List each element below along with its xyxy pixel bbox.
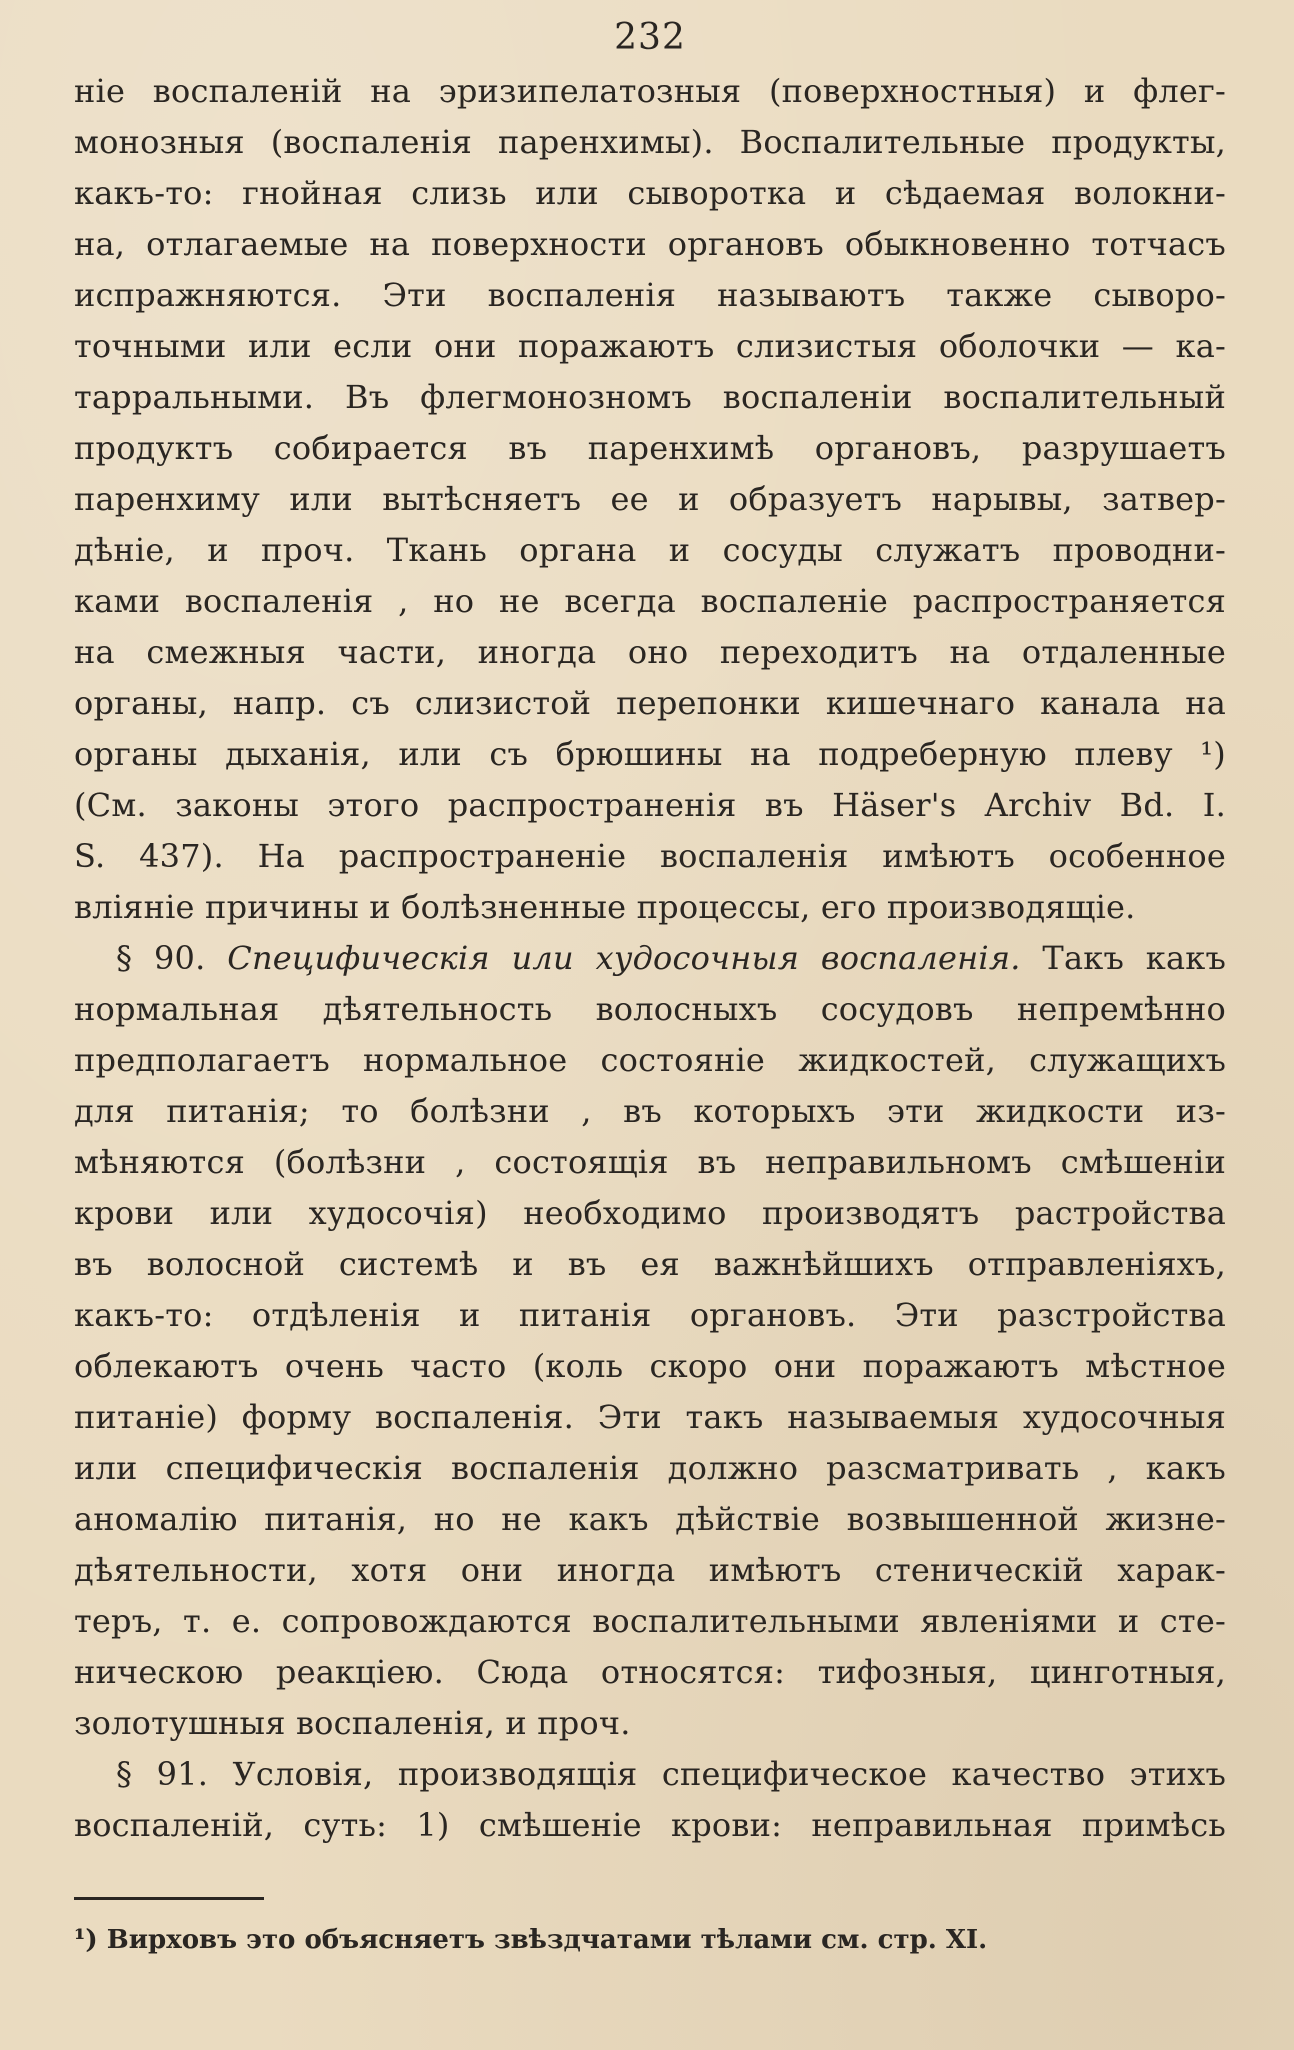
section-90-first-line-rest: Такъ какъ (1042, 939, 1226, 977)
footnote-marker: ¹) (74, 1925, 98, 1955)
text-line: питаніе) форму воспаленія. Эти такъ называемыя худосочныя (74, 1398, 1226, 1436)
text-line: (См. законы этого распространенія въ Häser's Archiv Bd. I. (74, 786, 1226, 824)
text-line: воспаленій, суть: 1) смѣшеніе крови: неправильная примѣсь (74, 1806, 1226, 1844)
text-line: паренхиму или вытѣсняетъ ее и образуетъ нарывы, затвер- (74, 480, 1226, 518)
text-line: какъ-то: отдѣленія и питанія органовъ. Эти разстройства (74, 1296, 1226, 1334)
text-line: испражняются. Эти воспаленія называютъ также сыворо- (74, 276, 1226, 314)
text-line: органы дыханія, или съ брюшины на подреберную плеву ¹) (74, 735, 1226, 773)
text-line: аномалію питанія, но не какъ дѣйствіе возвышенной жизне- (74, 1500, 1226, 1538)
footnote-text: Вирховъ это объясняетъ звѣздчатами тѣлами см. стр. XI. (106, 1925, 988, 1955)
text-line: монозныя (воспаленія паренхимы). Воспалительные продукты, (74, 123, 1226, 161)
text-line: S. 437). На распространеніе воспаленія имѣютъ особенное (74, 837, 1226, 875)
text-line: на, отлагаемые на поверхности органовъ обыкновенно тотчасъ (74, 225, 1226, 263)
text-line: для питанія; то болѣзни , въ которыхъ эти жидкости из- (74, 1092, 1226, 1130)
text-line: точными или если они поражаютъ слизистыя оболочки — ка- (74, 327, 1226, 365)
text-line: органы, напр. съ слизистой перепонки кишечнаго канала на (74, 684, 1226, 722)
footnote (74, 1922, 1226, 1958)
section-91-number: § 91. (116, 1755, 209, 1793)
text-line: въ волосной системѣ и въ ея важнѣйшихъ отправленіяхъ, (74, 1245, 1226, 1283)
text-line: теръ, т. е. сопровождаются воспалительными явленіями и сте- (74, 1602, 1226, 1640)
text-line: дѣятельности, хотя они иногда имѣютъ стеническій харак- (74, 1551, 1226, 1589)
section-90-title: Специфическія или худосочныя воспаленія. (227, 939, 1021, 977)
text-line: нормальная дѣятельность волосныхъ сосудовъ непремѣнно (74, 990, 1226, 1028)
text-line: крови или худосочія) необходимо производятъ растройства (74, 1194, 1226, 1232)
text-line: какъ-то: гнойная слизь или сыворотка и сѣдаемая волокни- (74, 174, 1226, 212)
text-line: на смежныя части, иногда оно переходитъ на отдаленные (74, 633, 1226, 671)
text-line: дѣніе, и проч. Ткань органа и сосуды служатъ проводни- (74, 531, 1226, 569)
text-line: ническою реакціею. Сюда относятся: тифозныя, цинготныя, (74, 1653, 1226, 1691)
footnote-rule (74, 1897, 264, 1900)
text-line: или специфическія воспаленія должно разсматривать , какъ (74, 1449, 1226, 1487)
text-line: продуктъ собирается въ паренхимѣ органовъ, разрушаетъ (74, 429, 1226, 467)
text-line: тарральными. Въ флегмонозномъ воспаленіи воспалительный (74, 378, 1226, 416)
text-line: вліяніе причины и болѣзненные процессы, его производящіе. (74, 888, 1136, 926)
section-90-heading-line (74, 933, 1226, 984)
text-line: облекаютъ очень часто (коль скоро они поражаютъ мѣстное (74, 1347, 1226, 1385)
text-line: ніе воспаленій на эризипелатозныя (поверхностныя) и флег- (74, 72, 1226, 110)
text-line: мѣняются (болѣзни , состоящія въ неправильномъ смѣшеніи (74, 1143, 1226, 1181)
section-91-first-line-rest: Условія, производящія специфическое качество этихъ (232, 1755, 1226, 1793)
text-line: ками воспаленія , но не всегда воспаленіе распространяется (74, 582, 1226, 620)
text-line: золотушныя воспаленія, и проч. (74, 1704, 631, 1742)
page-number: 232 (614, 17, 686, 58)
main-text (74, 66, 1226, 1851)
paragraph-1 (74, 66, 1226, 933)
section-90-body (74, 984, 1226, 1749)
section-91-body (74, 1800, 1226, 1851)
section-90-number: § 90. (116, 939, 206, 977)
section-91-heading-line (74, 1749, 1226, 1800)
text-line: предполагаетъ нормальное состояніе жидкостей, служащихъ (74, 1041, 1226, 1079)
